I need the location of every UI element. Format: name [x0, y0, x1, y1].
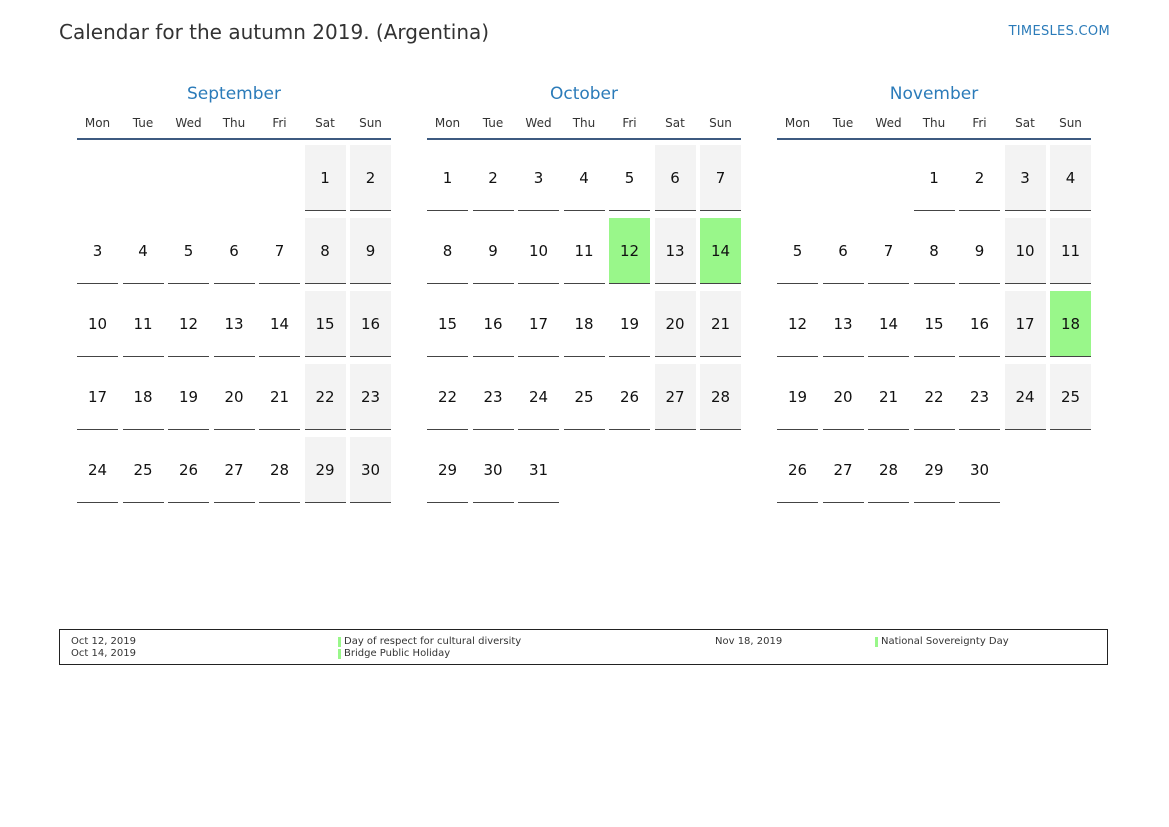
day-cell[interactable]: 19 — [777, 364, 818, 430]
day-cell[interactable]: 12 — [168, 291, 209, 357]
day-cell[interactable]: 16 — [959, 291, 1000, 357]
day-cell[interactable]: 30 — [959, 437, 1000, 503]
day-cell[interactable]: 21 — [868, 364, 909, 430]
legend-holiday-name: Bridge Public Holiday — [344, 648, 451, 659]
day-cell[interactable]: 24 — [77, 437, 118, 503]
day-cell[interactable]: 4 — [123, 218, 164, 284]
legend-date: Oct 14, 2019 — [71, 648, 136, 659]
day-cell[interactable]: 18 — [1050, 291, 1091, 357]
month-october — [427, 82, 741, 479]
day-cell[interactable]: 30 — [350, 437, 391, 503]
day-cell[interactable]: 2 — [473, 145, 514, 211]
weekday-label: Fri — [272, 116, 287, 130]
weekday-label: Mon — [434, 116, 461, 130]
weekday-label: Tue — [482, 116, 504, 130]
day-cell[interactable]: 8 — [305, 218, 346, 284]
page-title: Calendar for the autumn 2019. (Argentina) — [59, 20, 490, 44]
day-cell[interactable]: 10 — [518, 218, 559, 284]
day-cell[interactable]: 10 — [1005, 218, 1046, 284]
day-cell[interactable]: 9 — [350, 218, 391, 284]
day-cell[interactable]: 6 — [823, 218, 864, 284]
day-cell[interactable]: 13 — [823, 291, 864, 357]
day-cell[interactable]: 9 — [959, 218, 1000, 284]
day-cell[interactable]: 11 — [564, 218, 605, 284]
day-cell[interactable]: 8 — [914, 218, 955, 284]
day-cell[interactable]: 1 — [914, 145, 955, 211]
day-cell[interactable]: 24 — [1005, 364, 1046, 430]
day-cell[interactable]: 12 — [777, 291, 818, 357]
day-cell[interactable]: 2 — [959, 145, 1000, 211]
day-cell[interactable]: 15 — [305, 291, 346, 357]
legend-holiday-name: Day of respect for cultural diversity — [344, 636, 522, 647]
day-cell[interactable]: 27 — [655, 364, 696, 430]
day-cell[interactable]: 21 — [259, 364, 300, 430]
day-cell[interactable]: 7 — [868, 218, 909, 284]
holiday-swatch — [338, 637, 341, 647]
day-cell[interactable]: 15 — [427, 291, 468, 357]
day-cell[interactable]: 4 — [1050, 145, 1091, 211]
day-cell[interactable]: 29 — [305, 437, 346, 503]
day-cell[interactable]: 19 — [609, 291, 650, 357]
weekday-label: Sun — [709, 116, 732, 130]
day-cell[interactable]: 11 — [123, 291, 164, 357]
weekday-label: Thu — [922, 116, 946, 130]
day-cell[interactable]: 6 — [214, 218, 255, 284]
day-cell[interactable]: 4 — [564, 145, 605, 211]
day-cell[interactable]: 26 — [609, 364, 650, 430]
day-cell[interactable]: 2 — [350, 145, 391, 211]
day-cell[interactable]: 24 — [518, 364, 559, 430]
day-cell[interactable]: 20 — [655, 291, 696, 357]
day-cell[interactable]: 7 — [259, 218, 300, 284]
day-cell[interactable]: 23 — [350, 364, 391, 430]
day-cell[interactable]: 18 — [564, 291, 605, 357]
month-name: November — [889, 84, 979, 104]
legend-date: Nov 18, 2019 — [715, 636, 783, 647]
day-cell[interactable]: 19 — [168, 364, 209, 430]
day-cell[interactable]: 22 — [914, 364, 955, 430]
legend-name — [338, 636, 521, 647]
weekday-label: Wed — [875, 116, 902, 130]
day-cell[interactable]: 27 — [214, 437, 255, 503]
day-cell[interactable]: 14 — [868, 291, 909, 357]
month-name: September — [187, 84, 281, 104]
day-cell[interactable]: 23 — [473, 364, 514, 430]
weekday-label: Tue — [832, 116, 854, 130]
day-cell[interactable]: 11 — [1050, 218, 1091, 284]
weekday-label: Mon — [784, 116, 811, 130]
weekday-label: Wed — [175, 116, 202, 130]
weekday-label: Sat — [665, 116, 685, 130]
weekday-label: Wed — [525, 116, 552, 130]
day-cell[interactable]: 25 — [564, 364, 605, 430]
holiday-swatch — [338, 649, 341, 659]
day-cell[interactable]: 30 — [473, 437, 514, 503]
legend-name — [338, 648, 450, 659]
day-cell[interactable]: 26 — [777, 437, 818, 503]
day-cell[interactable]: 27 — [823, 437, 864, 503]
day-cell[interactable]: 17 — [1005, 291, 1046, 357]
day-cell[interactable]: 29 — [427, 437, 468, 503]
weekday-label: Tue — [132, 116, 154, 130]
day-cell[interactable]: 1 — [305, 145, 346, 211]
day-cell[interactable]: 13 — [214, 291, 255, 357]
weekday-label: Mon — [84, 116, 111, 130]
day-cell[interactable]: 31 — [518, 437, 559, 503]
legend-date: Oct 12, 2019 — [71, 636, 136, 647]
day-cell[interactable]: 25 — [123, 437, 164, 503]
day-cell[interactable]: 28 — [868, 437, 909, 503]
day-cell[interactable]: 13 — [655, 218, 696, 284]
weekday-label: Thu — [222, 116, 246, 130]
day-cell[interactable]: 28 — [259, 437, 300, 503]
day-cell[interactable]: 1 — [427, 145, 468, 211]
legend-holiday-name: National Sovereignty Day — [881, 636, 1009, 647]
day-cell[interactable]: 17 — [518, 291, 559, 357]
site-link[interactable]: TIMESLES.COM — [1008, 24, 1110, 39]
month-name: October — [549, 84, 619, 104]
day-cell[interactable]: 10 — [77, 291, 118, 357]
day-cell[interactable]: 20 — [214, 364, 255, 430]
weekday-label: Sat — [1015, 116, 1035, 130]
day-cell[interactable]: 3 — [518, 145, 559, 211]
day-cell[interactable]: 29 — [914, 437, 955, 503]
holiday-swatch — [875, 637, 878, 647]
weekday-label: Fri — [622, 116, 637, 130]
month-september — [77, 82, 391, 479]
day-cell[interactable]: 15 — [914, 291, 955, 357]
day-cell[interactable]: 14 — [259, 291, 300, 357]
weekday-header — [777, 108, 1091, 140]
day-cell[interactable]: 5 — [777, 218, 818, 284]
day-cell[interactable]: 6 — [655, 145, 696, 211]
day-cell[interactable]: 18 — [123, 364, 164, 430]
day-cell[interactable]: 5 — [609, 145, 650, 211]
day-cell[interactable]: 22 — [305, 364, 346, 430]
holiday-legend — [59, 629, 1108, 665]
weekday-label: Sat — [315, 116, 335, 130]
weekday-header — [77, 108, 391, 140]
day-cell[interactable]: 21 — [700, 291, 741, 357]
day-cell[interactable]: 23 — [959, 364, 1000, 430]
day-cell[interactable]: 8 — [427, 218, 468, 284]
day-cell[interactable]: 3 — [1005, 145, 1046, 211]
legend-name — [875, 636, 1009, 647]
day-cell[interactable]: 16 — [473, 291, 514, 357]
day-cell[interactable]: 16 — [350, 291, 391, 357]
day-cell[interactable]: 22 — [427, 364, 468, 430]
day-cell[interactable]: 25 — [1050, 364, 1091, 430]
day-cell[interactable]: 12 — [609, 218, 650, 284]
weekday-label: Thu — [572, 116, 596, 130]
day-cell[interactable]: 9 — [473, 218, 514, 284]
weekday-header — [427, 108, 741, 140]
weekday-label: Fri — [972, 116, 987, 130]
day-cell[interactable]: 3 — [77, 218, 118, 284]
day-cell[interactable]: 17 — [77, 364, 118, 430]
day-cell[interactable]: 26 — [168, 437, 209, 503]
day-cell[interactable]: 7 — [700, 145, 741, 211]
day-cell[interactable]: 5 — [168, 218, 209, 284]
day-cell[interactable]: 14 — [700, 218, 741, 284]
weekday-label: Sun — [359, 116, 382, 130]
weekday-label: Sun — [1059, 116, 1082, 130]
day-cell[interactable]: 20 — [823, 364, 864, 430]
month-november — [777, 82, 1091, 479]
day-cell[interactable]: 28 — [700, 364, 741, 430]
